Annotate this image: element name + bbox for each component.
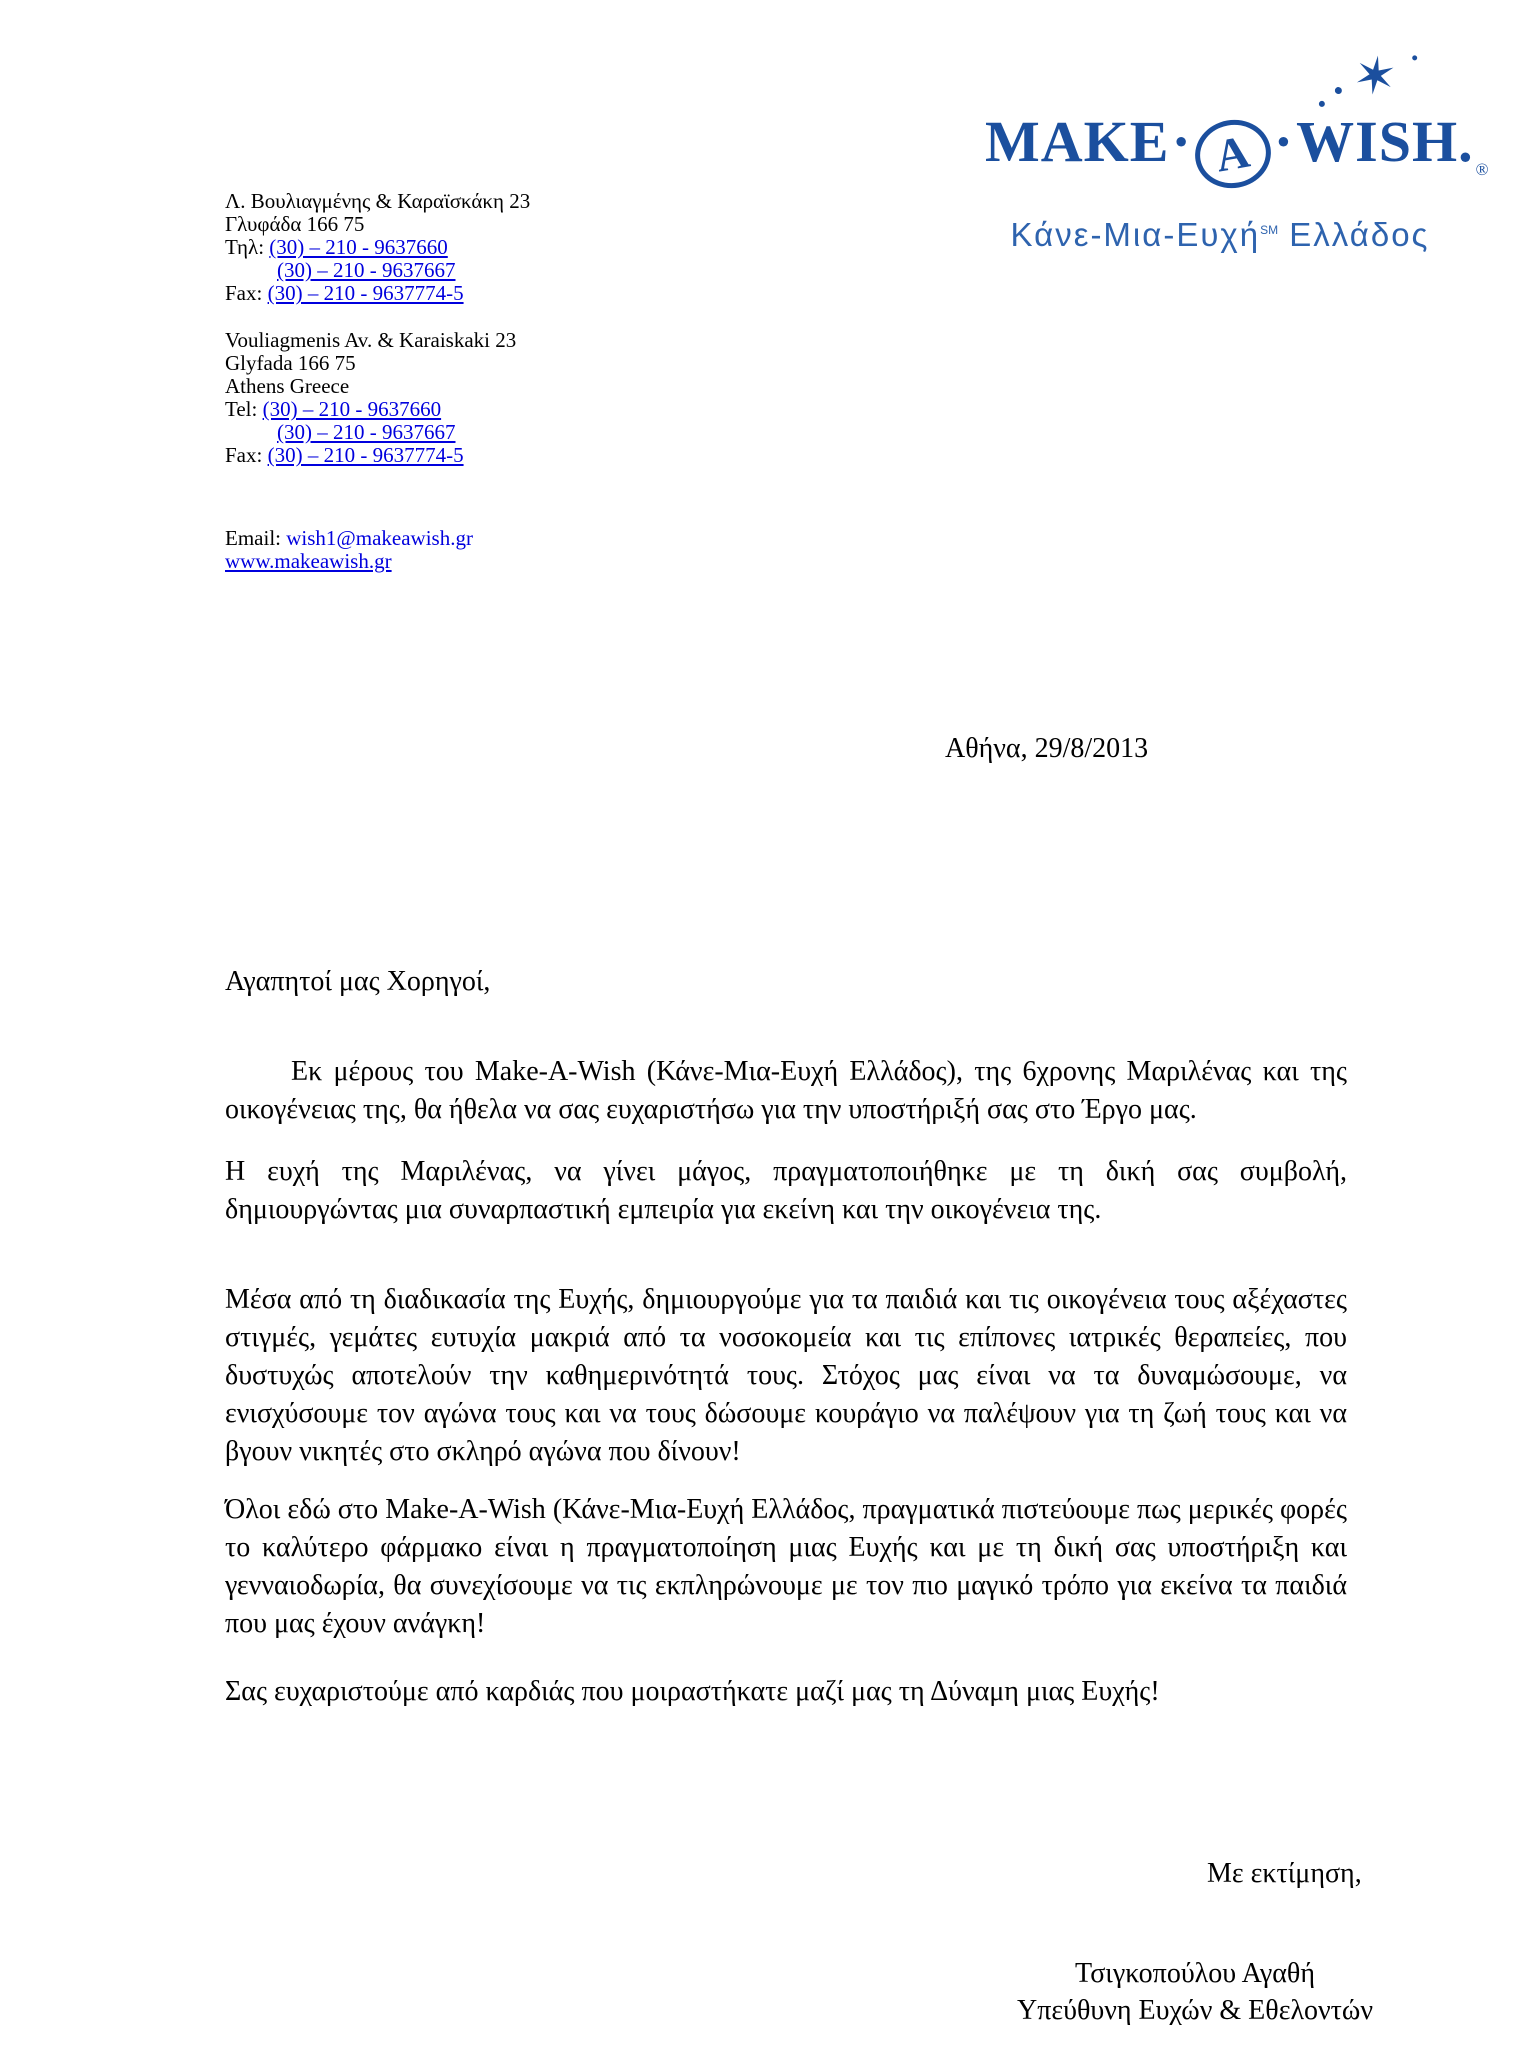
email-link[interactable]: wish1@makeawish.gr [286,526,473,550]
logo-dot: · [1171,109,1192,174]
paragraph: Η ευχή της Μαριλένας, να γίνει μάγος, πραγματοποιήθηκε με τη δική σας συμβολή, δημιουργώντας μια συναρπαστική εμπειρία για εκείνη και την οικογένεια της. [225,1156,1347,1225]
fax-label: Fax: [225,281,268,305]
logo-dot: · [1273,109,1295,174]
logo-circled-a: A [1189,114,1276,194]
signature-name: Τσιγκοπούλου Αγαθή [1075,1958,1315,1989]
address-line: Glyfada 166 75 [225,351,356,375]
tel-label: Τηλ: [225,235,270,259]
date-line: Αθήνα, 29/8/2013 [945,733,1149,764]
address-line: Λ. Βουλιαγμένης & Καραϊσκάκη 23 [225,189,531,213]
tagline-country: Ελλάδος [1278,216,1430,253]
paragraph: Σας ευχαριστούμε από καρδιάς που μοιραστήκατε μαζί μας τη Δύναμη μιας Ευχής! [225,1676,1160,1707]
logo-wordmark [985,109,1490,202]
star-trail-dot [1412,55,1418,61]
website-link[interactable]: www.makeawish.gr [225,549,392,573]
phone-line [225,236,530,259]
contact-block-greek [225,190,530,305]
fax-line [225,444,530,467]
contact-block-english [225,329,530,467]
email-label: Email: [225,526,287,550]
logo-word-make: MAKE [985,109,1170,174]
logo-word-wish: WISH [1296,109,1459,174]
make-a-wish-logo [985,46,1490,254]
address-line: Vouliagmenis Av. & Karaiskaki 23 [225,328,517,352]
signature-title: Υπεύθυνη Ευχών & Εθελοντών [1016,1995,1374,2026]
fax-label: Fax: [225,443,268,467]
paragraph: Εκ μέρους του Make-A-Wish (Κάνε-Μια-Ευχή Ελλάδος), της 6χρονης Μαριλένας και της οικογένειας της, θα ήθελα να σας ευχαριστήσω για την υποστήριξή σας στο Έργο μας. [225,1056,1347,1125]
tel-link[interactable]: (30) – 210 - 9637660 [262,397,442,421]
tel-label: Tel: [225,397,263,421]
address-line: Athens Greece [225,374,350,398]
fax-line [225,282,530,305]
registered-mark-icon: ® [1475,160,1490,179]
fax-link[interactable]: (30) – 210 - 9637774-5 [267,443,464,467]
website-line [225,550,530,573]
email-line [225,527,530,550]
paragraph: Μέσα από τη διαδικασία της Ευχής, δημιουργούμε για τα παιδιά και τις οικογένεια τους αξέχαστες στιγμές, γεμάτες ευτυχία μακριά από τα νοσοκομεία και τις επίπονες ιατρικές θεραπείες, που δυστυχώς αποτελούν την καθημερινότητά τους. Στόχος μας είναι να τα δυναμώσουμε, να ενισχύσουμε τον αγώνα τους και να τους δώσουμε κουράγιο να παλέψουν για τη ζωή τους και να βγουν νικητές στο σκληρό αγώνα που δίνουν! [225,1284,1347,1467]
fax-link[interactable]: (30) – 210 - 9637774-5 [267,281,464,305]
tel-link[interactable]: (30) – 210 - 9637667 [277,420,456,444]
signature-block [1005,1955,1385,2029]
star-trail-dot [1319,101,1326,108]
star-trail-dot [1335,87,1343,95]
address-line: Γλυφάδα 166 75 [225,212,365,236]
phone-line [225,259,530,282]
closing: Με εκτίμηση, [1207,1858,1362,1889]
contact-info [225,190,530,597]
star-icon: ✶ [1350,49,1400,107]
logo-period: . [1458,109,1474,174]
salutation: Αγαπητοί μας Χορηγοί, [225,966,491,997]
letter-body [225,963,1347,1711]
logo-tagline [985,216,1455,254]
service-mark-icon: SM [1260,223,1279,237]
phone-line [225,398,530,421]
paragraph: Όλοι εδώ στο Make-A-Wish (Κάνε-Μια-Ευχή Ελλάδος, πραγματικά πιστεύουμε πως μερικές φορές το καλύτερο φάρμακο είναι η πραγματοποίηση μιας Ευχής και με τη δική σας υποστήριξη και γενναιοδωρία, θα συνεχίσουμε να τις εκπληρώνουμε με τον πιο μαγικό τρόπο για εκείνα τα παιδιά που μας έχουν ανάγκη! [225,1494,1347,1639]
tel-link[interactable]: (30) – 210 - 9637660 [269,235,448,259]
phone-line [225,421,530,444]
tagline-text: Κάνε-Μια-Ευχή [1010,216,1261,253]
tel-link[interactable]: (30) – 210 - 9637667 [277,258,456,282]
contact-block-online [225,527,530,573]
